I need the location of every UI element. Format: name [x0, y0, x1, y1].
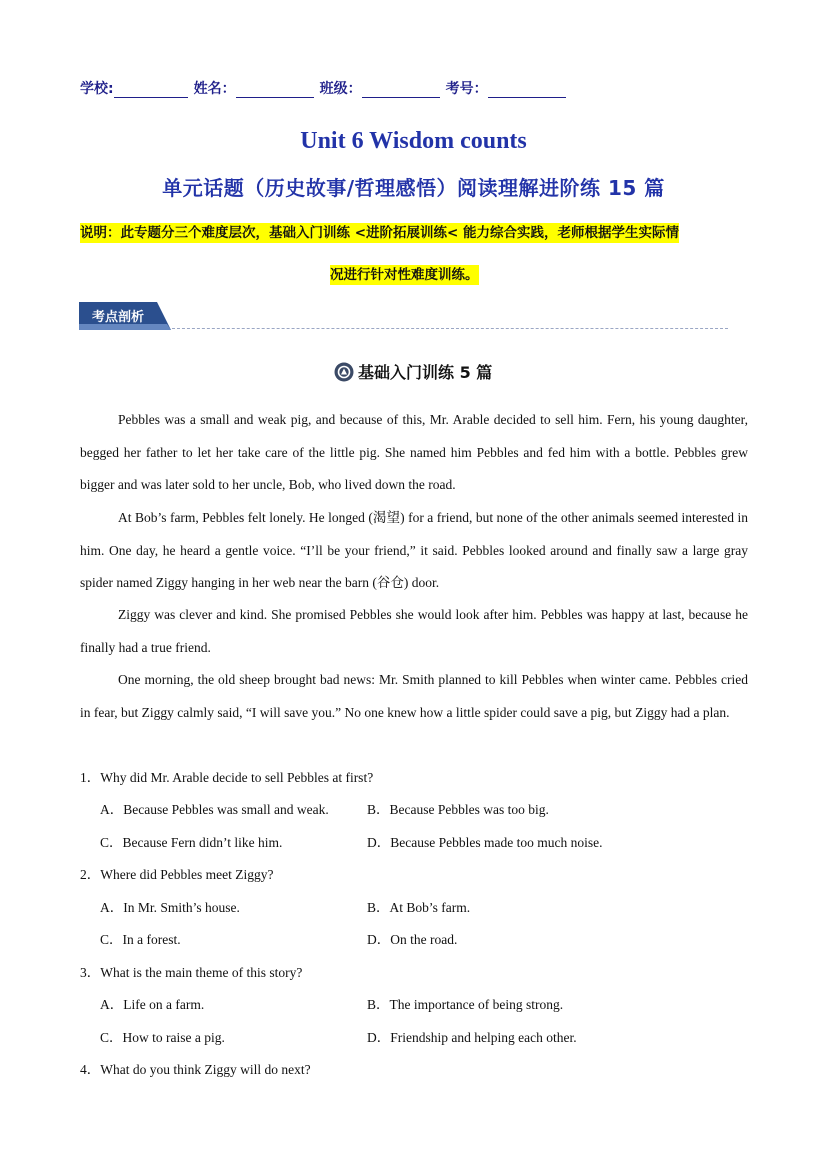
passage-paragraph: At Bob’s farm, Pebbles felt lonely. He longed (渴望) for a friend, but none of the other animals seemed interested in him. One day, he heard a gentle voice. “I’ll be your friend,” it said. Pebbles looked around and finally saw a large gray spider named Ziggy hanging in her web near the barn (谷仓) door.: [80, 510, 748, 590]
question-2: 2．Where did Pebbles meet Ziggy?: [80, 867, 274, 882]
instruction-note: [80, 222, 747, 243]
passage-paragraph: Ziggy was clever and kind. She promised Pebbles she would look after him. Pebbles was happy at last, because he finally had a true friend.: [80, 607, 748, 655]
option-1d[interactable]: D．Because Pebbles made too much noise.: [367, 835, 603, 850]
section-heading: [334, 360, 492, 383]
instruction-note-cont: [330, 264, 479, 285]
option-2a[interactable]: A．In Mr. Smith’s house.: [100, 900, 240, 915]
option-3d[interactable]: D．Friendship and helping each other.: [367, 1030, 577, 1045]
option-3b[interactable]: B．The importance of being strong.: [367, 997, 564, 1012]
class-blank[interactable]: [362, 81, 440, 98]
option-3c[interactable]: C．How to raise a pig.: [100, 1030, 225, 1045]
school-blank[interactable]: [114, 81, 188, 98]
banner-divider: [172, 328, 728, 329]
compass-circle-icon: [334, 362, 354, 382]
question-1: 1．Why did Mr. Arable decide to sell Pebbles at first?: [80, 770, 374, 785]
student-info-line: [80, 78, 572, 98]
passage-paragraph: One morning, the old sheep brought bad news: Mr. Smith planned to kill Pebbles when winter came. Pebbles cried in fear, but Ziggy calmly said, “I will save you.” No one knew how a little spider could save a pig, but Ziggy had a plan.: [80, 672, 748, 720]
instruction-note-line2: 况进行针对性难度训练。: [330, 267, 479, 283]
school-label: 学校:: [80, 81, 114, 97]
instruction-note-line1: 说明：此专题分三个难度层次，基础入门训练 <进阶拓展训练< 能力综合实践，老师根据学生实际情: [80, 225, 680, 241]
class-label: 班级：: [319, 81, 362, 97]
option-1a[interactable]: A．Because Pebbles was small and weak.: [100, 802, 329, 817]
question-3: 3．What is the main theme of this story?: [80, 965, 303, 980]
banner-label: 考点剖析: [92, 310, 145, 325]
page-subtitle: 单元话题（历史故事/哲理感悟）阅读理解进阶练 15 篇: [162, 176, 665, 200]
option-2c[interactable]: C．In a forest.: [100, 932, 181, 947]
option-3a[interactable]: A．Life on a farm.: [100, 997, 205, 1012]
passage-paragraph: Pebbles was a small and weak pig, and because of this, Mr. Arable decided to sell him. Fern, his young daughter, begged her father to let her take care of the little pig. She named him Pebbles and fed him with a bottle. Pebbles grew bigger and was later sold to her uncle, Bob, who lived down the road.: [80, 412, 748, 492]
name-blank[interactable]: [236, 81, 314, 98]
option-1c[interactable]: C．Because Fern didn’t like him.: [100, 835, 283, 850]
option-2b[interactable]: B．At Bob’s farm.: [367, 900, 471, 915]
question-4: 4．What do you think Ziggy will do next?: [80, 1062, 311, 1077]
page-title: Unit 6 Wisdom counts: [300, 128, 527, 154]
exam-no-blank[interactable]: [488, 81, 566, 98]
section-title: 基础入门训练 5 篇: [358, 363, 493, 382]
name-label: 姓名：: [193, 81, 236, 97]
exam-no-label: 考号：: [445, 81, 488, 97]
option-1b[interactable]: B．Because Pebbles was too big.: [367, 802, 549, 817]
option-2d[interactable]: D．On the road.: [367, 932, 458, 947]
